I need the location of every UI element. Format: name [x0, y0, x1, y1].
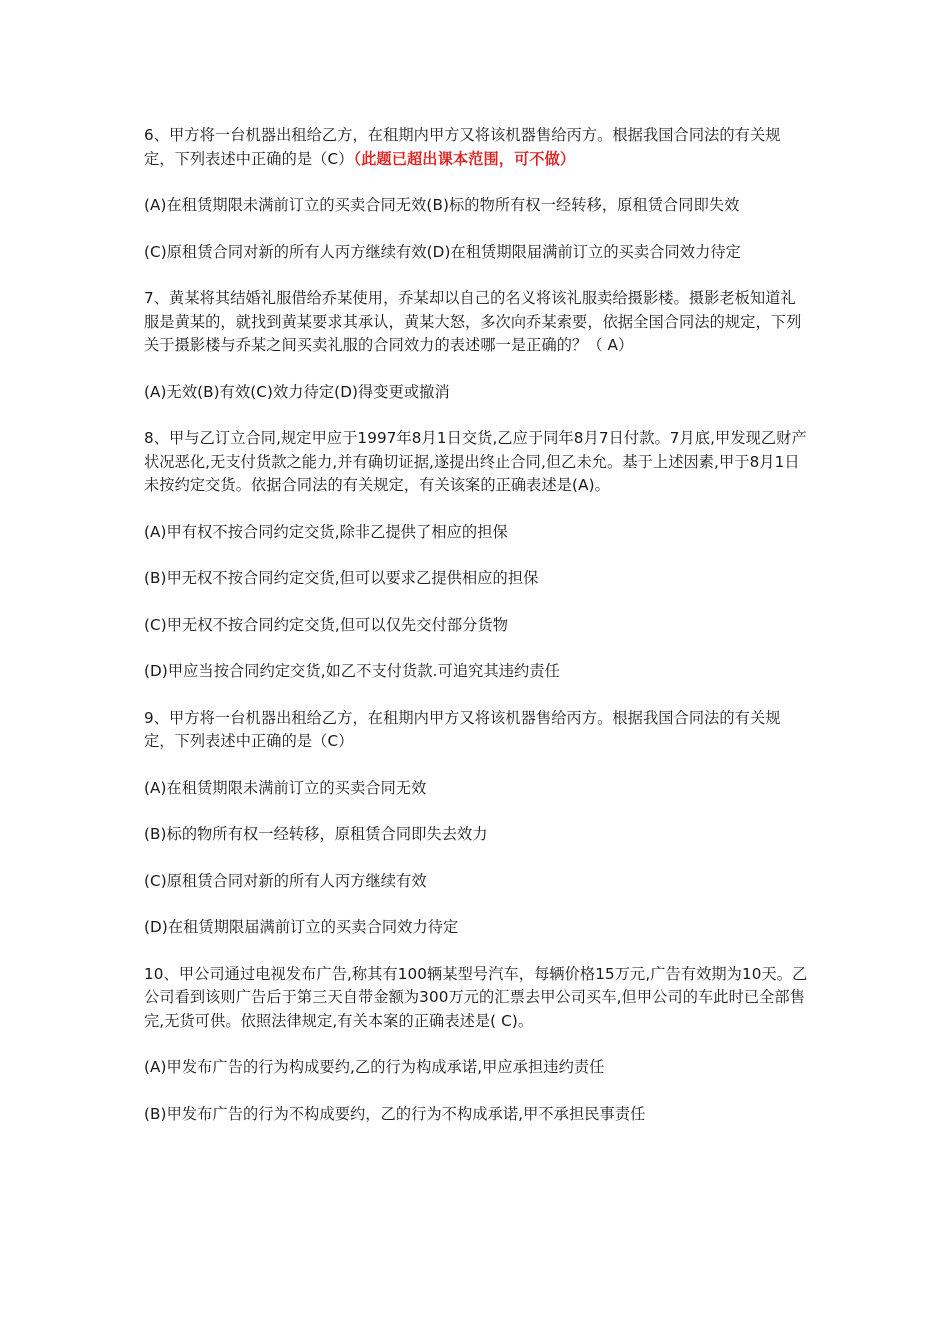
- question-9-option-b: (B)标的物所有权一经转移，原租赁合同即失去效力: [144, 825, 488, 843]
- question-6-text: 6、甲方将一台机器出租给乙方，在租期内甲方又将该机器售给丙方。根据我国合同法的有关规定，下列表述中正确的是（C）: [144, 126, 781, 168]
- question-6-note: （此题已超出课本范围，可不做）: [353, 149, 576, 168]
- question-10-text: 10、甲公司通过电视发布广告,称其有100辆某型号汽车，每辆价格15万元,广告有效期为10天。乙公司看到该则广告后于第三天自带金额为300万元的汇票去甲公司买车,但甲公司的车此时已全部售完,无货可供。依照法律规定,有关本案的正确表述是( C)。: [144, 964, 808, 1030]
- question-6-options-line-1: (A)在租赁期限未满前订立的买卖合同无效(B)标的物所有权一经转移，原租赁合同即失效: [144, 196, 740, 214]
- question-6: [144, 124, 810, 171]
- question-8-text: 8、甲与乙订立合同,规定甲应于1997年8月1日交货,乙应于同年8月7日付款。7月底,甲发现乙财产状况恶化,无支付货款之能力,并有确切证据,遂提出终止合同,但乙未允。基于上述因素,甲于8月1日未按约定交货。依据合同法的有关规定，有关该案的正确表述是(A)。: [144, 429, 807, 494]
- question-8-option-d: (D)甲应当按合同约定交货,如乙不支付货款.可追究其违约责任: [144, 662, 560, 680]
- question-8-option-a: (A)甲有权不按合同约定交货,除非乙提供了相应的担保: [144, 522, 508, 541]
- question-10-option-b: (B)甲发布广告的行为不构成要约，乙的行为不构成承诺,甲不承担民事责任: [144, 1104, 646, 1123]
- document-page: [144, 124, 810, 1149]
- question-9-text: 9、甲方将一台机器出租给乙方，在租期内甲方又将该机器售给丙方。根据我国合同法的有关规定，下列表述中正确的是（C）: [144, 708, 781, 750]
- question-8-option-c: (C)甲无权不按合同约定交货,但可以仅先交付部分货物: [144, 615, 509, 634]
- question-9-option-d: (D)在租赁期限届满前订立的买卖合同效力待定: [144, 918, 459, 936]
- question-7-text: 7、黄某将其结婚礼服借给乔某使用，乔某却以自己的名义将该礼服卖给摄影楼。摄影老板知道礼服是黄某的，就找到黄某要求其承认，黄某大怒，多次向乔某索要，依据全国合同法的规定，下列关于摄影楼与乔某之间买卖礼服的合同效力的表述哪一是正确的？（ A）: [144, 289, 802, 354]
- question-7-options: (A)无效(B)有效(C)效力待定(D)得变更或撤消: [144, 382, 450, 401]
- question-10-option-a: (A)甲发布广告的行为构成要约,乙的行为构成承诺,甲应承担违约责任: [144, 1058, 605, 1076]
- question-8-option-b: (B)甲无权不按合同约定交货,但可以要求乙提供相应的担保: [144, 569, 539, 587]
- question-9-option-c: (C)原租赁合同对新的所有人丙方继续有效: [144, 871, 427, 890]
- question-9-option-a: (A)在租赁期限未满前订立的买卖合同无效: [144, 778, 427, 797]
- question-6-options-line-2: (C)原租赁合同对新的所有人丙方继续有效(D)在租赁期限届满前订立的买卖合同效力待定: [144, 242, 741, 261]
